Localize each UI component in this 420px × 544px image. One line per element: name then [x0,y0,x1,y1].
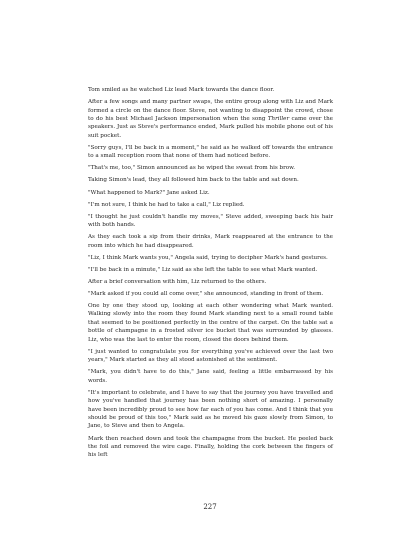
paragraph: Mark then reached down and took the champagne from the bucket. He peeled back the foil and removed the wire cage. Finally, holding the cork between the fingers of his left [88,435,333,459]
paragraph: "What happened to Mark?" Jane asked Liz. [88,189,210,196]
paragraph: Taking Simon's lead, they all followed him back to the table and sat down. [88,177,299,184]
paragraph: Tom smiled as he watched Liz lead Mark towards the dance floor. [88,87,275,93]
paragraph: "Mark asked if you could all come over," she announced, standing in front of them. [88,290,324,297]
paragraph: After a brief conversation with him, Liz returned to the others. [88,278,267,285]
paragraph: After a few songs and many partner swaps, the entire group along with Liz and Mark formed a circle on the dance floor. Steve, not wanting to disappoint the crowd, chose to do his best Michael Jackson impersonation when the song Thriller came over the speakers. Just as Steve's performance ended, Mark pulled his mobile phone out of his suit pocket. [88,99,333,139]
paragraph: "I'll be back in a minute," Liz said as she left the table to see what Mark wanted. [88,266,318,273]
paragraph: "Liz, I think Mark wants you," Angela said, trying to decipher Mark's hand gestures. [88,254,328,261]
body-text [88,86,333,463]
paragraph: "That's me, too," Simon announced as he wiped the sweat from his brow. [88,165,296,172]
paragraph: One by one they stood up, looking at each other wondering what Mark wanted. Walking slowly into the room they found Mark standing next to a small round table that seemed to be positioned perfectly in the centre of the carpet. On the table sat a bottle of champagne in a frosted silver ice bucket that was surrounded by glasses. Liz, who was the last to enter the room, closed the doors behind them. [88,303,333,343]
paragraph: As they each took a sip from their drinks, Mark reappeared at the entrance to the room into which he had disappeared. [88,234,333,249]
paragraph: "I thought he just couldn't handle my moves," Steve added, sweeping back his hair with both hands. [88,213,333,229]
paragraph: "I just wanted to congratulate you for everything you've achieved over the last two years," Mark started as they all stood astonished at the sentiment. [88,348,333,364]
paragraph: "Sorry guys, I'll be back in a moment," he said as he walked off towards the entrance to a small reception room that none of them had noticed before. [88,144,333,160]
paragraph: "I'm not sure, I think he had to take a call," Liz replied. [88,201,245,208]
paragraph: "Mark, you didn't have to do this," Jane said, feeling a little embarrassed by his words. [88,369,333,384]
paragraph: "It's important to celebrate, and I have to say that the journey you have travelled and how you've handled that journey has been nothing short of amazing. I personally have been incredibly proud to see how far each of you has come. And I think that you should be proud of this too," Mark said as he moved his gaze slowly from Simon, to Jane, to Steve and then to Angela. [88,389,333,430]
page-number: 227 [203,503,217,511]
